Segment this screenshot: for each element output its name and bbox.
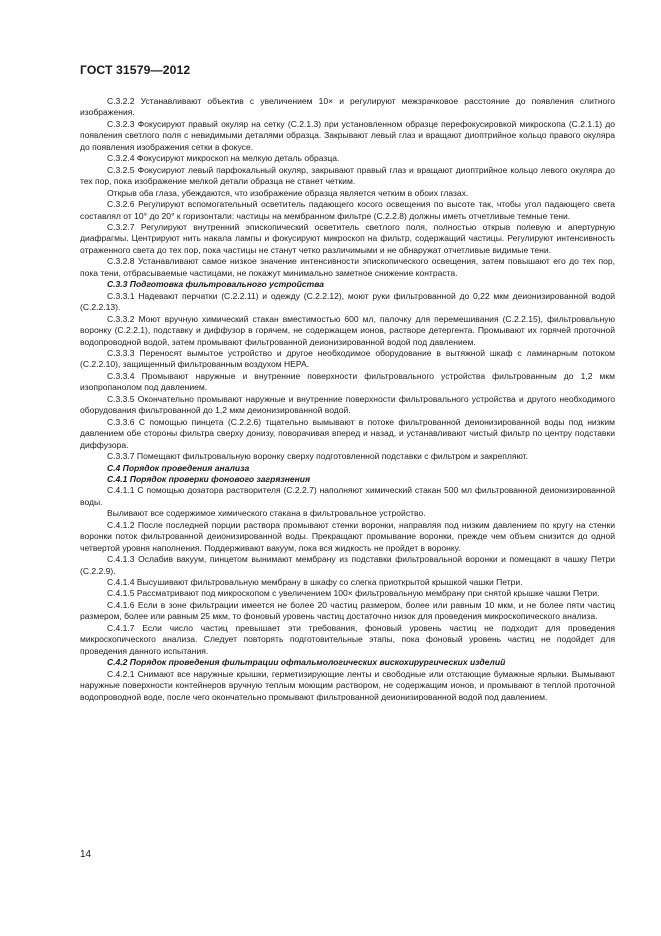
paragraph: С.3.2.8 Устанавливают самое низкое значение интенсивности эпископического освещения, затем повышают его до тех пор, пока тени, отбрасываемые частицами, не покажут минимально заметное снижение контраста. [80, 256, 615, 278]
paragraph: С.4.1.1 С помощью дозатора растворителя (С.2.2.7) наполняют химический стакан 500 мл фильтрованной деионизированной воды. [80, 485, 615, 507]
paragraph: С.4.1.5 Рассматривают под микроскопом с увеличением 100× фильтровальную мембрану при снятой крышке чашки Петри. [107, 588, 600, 599]
paragraph: С.3.2.2 Устанавливают объектив с увеличением 10× и регулируют межзрачковое расстояние до появления слитного изображения. [80, 96, 615, 118]
paragraph: С.3.2.7 Регулируют внутренний эпископический осветитель светлого поля, полностью открыв полевую и апертурную диафрагмы. Центрируют нить накала лампы и фокусируют микроскоп на фильтр, содержащий частицы. Регулируют интенсивность отраженного света до тех пор, пока частицы не станут четко различимыми и не обнаружат отчетливые видимые тени. [80, 221, 615, 255]
paragraph: С.3.2.3 Фокусируют правый окуляр на сетку (С.2.1.3) при установленном образце перефокусировкой микроскопа (С.2.1.1) до появления светлого поля с невидимыми деталями образца. Закрывают левый глаз и вращают диоптрийное кольцо правого окуляра до появления изображения сетки в фокусе. [80, 118, 615, 152]
paragraph: С.4.1.7 Если число частиц превышает эти требования, фоновый уровень частиц не подходит для проведения микроскопического анализа. Следует повторять подготовительные этапы, пока фоновый уровень частиц не подойдет для проведения данного испытания. [80, 622, 615, 656]
page-number: 14 [80, 849, 92, 860]
paragraph: С.3.3.4 Промывают наружные и внутренние поверхности фильтровального устройства фильтрованным до 1,2 мкм изопропанолом под давлением. [80, 370, 615, 393]
paragraph: Выливают все содержимое химического стакана в фильтровальное устройство. [107, 508, 426, 519]
paragraph: С.3.2.6 Регулируют вспомогательный осветитель падающего косого освещения по высоте так, чтобы угол падающего света составлял от 10° до 20° к горизонтали: частицы на мембранном фильтре (С.2.2.8) должны иметь отчетливые темные тени. [80, 199, 615, 221]
paragraph: С.3.3.6 С помощью пинцета (С.2.2.6) тщательно вымывают в потоке фильтрованной деионизированной воды под низким давлением обе стороны фильтра сверху донизу, поворачивая вперед и назад, и устанавливают чистый фильтр по центру подставки диффузора. [80, 416, 615, 450]
paragraph: С.4.1.4 Высушивают фильтровальную мембрану в шкафу со слегка приоткрытой крышкой чашки Петри. [107, 577, 523, 588]
section-heading: С.4.1 Порядок проверки фонового загрязнения [107, 473, 311, 484]
paragraph: С.4.1.3 Ослабив вакуум, пинцетом вынимают мембрану из подставки фильтровальной воронки и помещают в чашку Петри (С.2.2.9). [80, 554, 615, 576]
standard-header: ГОСТ 31579—2012 [80, 63, 191, 77]
section-heading: С.4.2 Порядок проведения фильтрации офтальмологических вискохирургических изделий [107, 657, 506, 668]
paragraph: С.3.3.1 Надевают перчатки (С.2.2.11) и одежду (С.2.2.12), моют руки фильтрованной до 0,22 мкм деионизированной водой (С.2.2.13). [80, 290, 615, 313]
section-heading: С.3.3 Подготовка фильтровального устройства [107, 279, 325, 290]
paragraph: С.4.1.6 Если в зоне фильтрации имеется не более 20 частиц размером, более или равным 10 мкм, и не более пяти частиц размером, более или равным 25 мкм, то фоновый уровень частиц достаточно низок для проведения микроскопического анализа. [80, 599, 615, 622]
section-heading: С.4 Порядок проведения анализа [107, 462, 250, 473]
paragraph: С.3.2.4 Фокусируют микроскоп на мелкую деталь образца. [107, 153, 340, 164]
paragraph: С.3.3.5 Окончательно промывают наружные и внутренние поверхности фильтровального устройства и другого необходимого оборудования фильтрованной до 1,2 мкм деионизированной водой. [80, 393, 615, 416]
document-body [80, 96, 615, 703]
paragraph: С.3.3.2 Моют вручную химический стакан вместимостью 600 мл, палочку для перемешивания (С.2.2.15), фильтровальную воронку (С.2.2.1), подставку и диффузор в горячем, не содержащем ионов, растворе детергента. Промывают их горячей проточной водопроводной водой, затем промывают фильтрованной деионизированной водой под давлением. [80, 313, 615, 347]
paragraph: С.4.2.1 Снимают все наружные крышки, герметизирующие ленты и свободные или отстающие бумажные ярлыки. Вымывают наружные поверхности контейнеров вручную теплым моющим раствором, не содержащим ионов, и промывают в теплой проточной водопроводной воде, после чего окончательно промывают фильтрованной деионизированной водой под давлением. [80, 668, 615, 702]
paragraph: С.3.3.7 Помещают фильтровальную воронку сверху подготовленной подставки с фильтром и закрепляют. [107, 451, 529, 462]
paragraph: С.4.1.2 После последней порции раствора промывают стенки воронки, направляя под низким давлением по кругу на стенки воронки поток фильтрованной деионизированной воды. Прекращают промывание воронки, прежде чем объем снизится до одной четвертой уровня наполнения. Поддерживают вакуум, пока вся жидкость не пройдет в воронку. [80, 519, 615, 553]
paragraph: Открыв оба глаза, убеждаются, что изображение образца является четким в обоих глазах. [107, 187, 469, 198]
paragraph: С.3.2.5 Фокусируют левый парфокальный окуляр, закрывают правый глаз и вращают диоптрийное кольцо левого окуляра до тех пор, пока изображение мелкой детали образца не станет четким. [80, 164, 615, 187]
paragraph: С.3.3.3 Переносят вымытое устройство и другое необходимое оборудование в вытяжной шкаф с ламинарным потоком (С.2.2.10), защищенный фильтрованным воздухом НЕРА. [80, 347, 615, 370]
